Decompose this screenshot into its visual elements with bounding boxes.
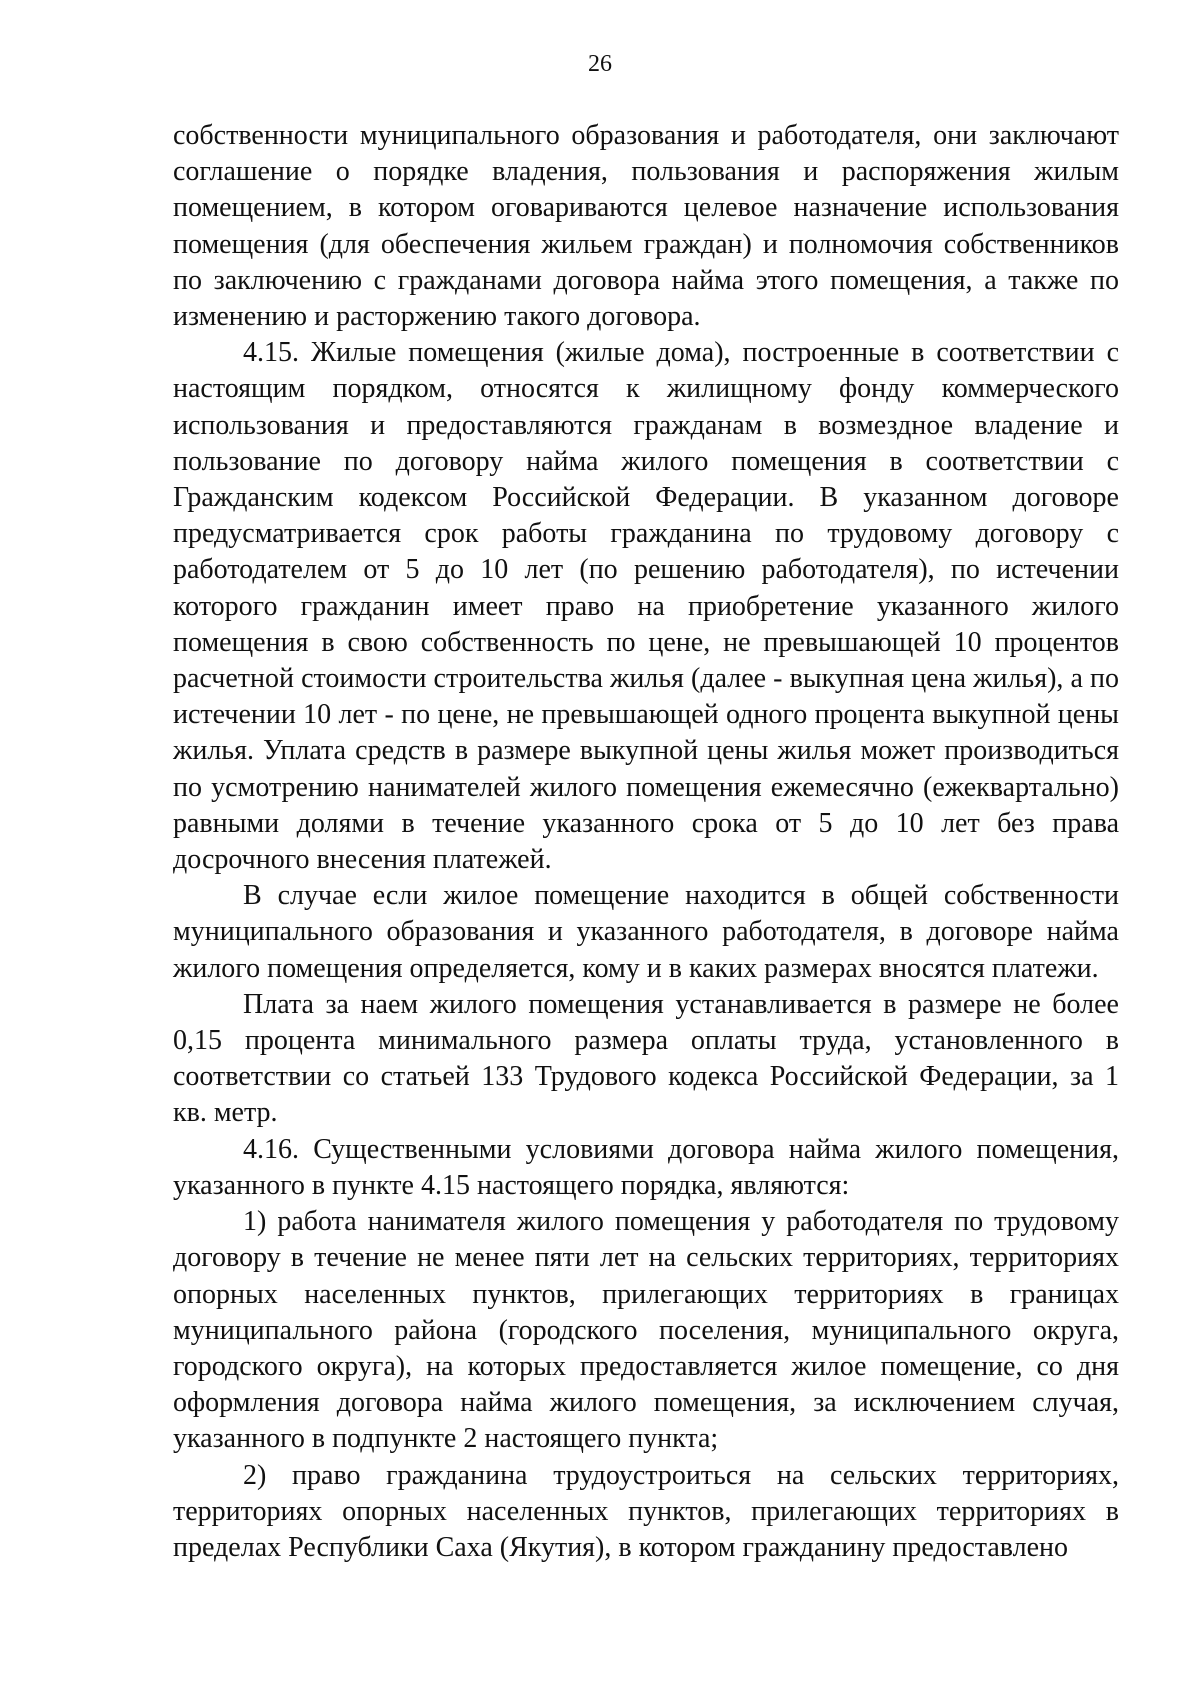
paragraph-condition-1: 1) работа нанимателя жилого помещения у работодателя по трудовому договору в течение не менее пяти лет на сельских территориях, территориях опорных населенных пунктов, прилегающих территориях в границах муниципального района (городского поселения, муниципального округа, городского округа), на которых предоставляется жилое помещение, со дня оформления договора найма жилого помещения, за исключением случая, указанного в подпункте 2 настоящего пункта; <box>173 1206 1119 1455</box>
paragraph-condition-2: 2) право гражданина трудоустроиться на сельских территориях, территориях опорных населенных пунктов, прилегающих территориях в пределах Республики Саха (Якутия), в котором гражданину предоставлено <box>173 1459 1119 1563</box>
page-number: 26 <box>588 51 612 77</box>
paragraph-shared-ownership: В случае если жилое помещение находится в общей собственности муниципального образования и указанного работодателя, в договоре найма жилого помещения определяется, кому и в каких размерах вносятся платежи. <box>173 880 1119 984</box>
paragraph-4-16: 4.16. Существенными условиями договора найма жилого помещения, указанного в пункте 4.15 настоящего порядка, являются: <box>173 1133 1119 1201</box>
paragraph-continuation: собственности муниципального образования и работодателя, они заключают соглашение о порядке владения, пользования и распоряжения жилым помещением, в котором оговариваются целевое назначение использования помещения (для обеспечения жильем граждан) и полномочия собственников по заключению с гражданами договора найма этого помещения, а также по изменению и расторжению такого договора. <box>173 120 1119 333</box>
document-body <box>173 118 1119 1566</box>
paragraph-rent-fee: Плата за наем жилого помещения устанавливается в размере не более 0,15 процента минимального размера оплаты труда, установленного в соответствии со статьей 133 Трудового кодекса Российской Федерации, за 1 кв. метр. <box>173 988 1119 1129</box>
paragraph-4-15: 4.15. Жилые помещения (жилые дома), построенные в соответствии с настоящим порядком, относятся к жилищному фонду коммерческого использования и предоставляются гражданам в возмездное владение и пользование по договору найма жилого помещения в соответствии с Гражданским кодексом Российской Федерации. В указанном договоре предусматривается срок работы гражданина по трудовому договору с работодателем от 5 до 10 лет (по решению работодателя), по истечении которого гражданин имеет право на приобретение указанного жилого помещения в свою собственность по цене, не превышающей 10 процентов расчетной стоимости строительства жилья (далее - выкупная цена жилья), а по истечении 10 лет - по цене, не превышающей одного процента выкупной цены жилья. Уплата средств в размере выкупной цены жилья может производиться по усмотрению нанимателей жилого помещения ежемесячно (ежеквартально) равными долями в течение указанного срока от 5 до 10 лет без права досрочного внесения платежей. <box>173 337 1119 876</box>
